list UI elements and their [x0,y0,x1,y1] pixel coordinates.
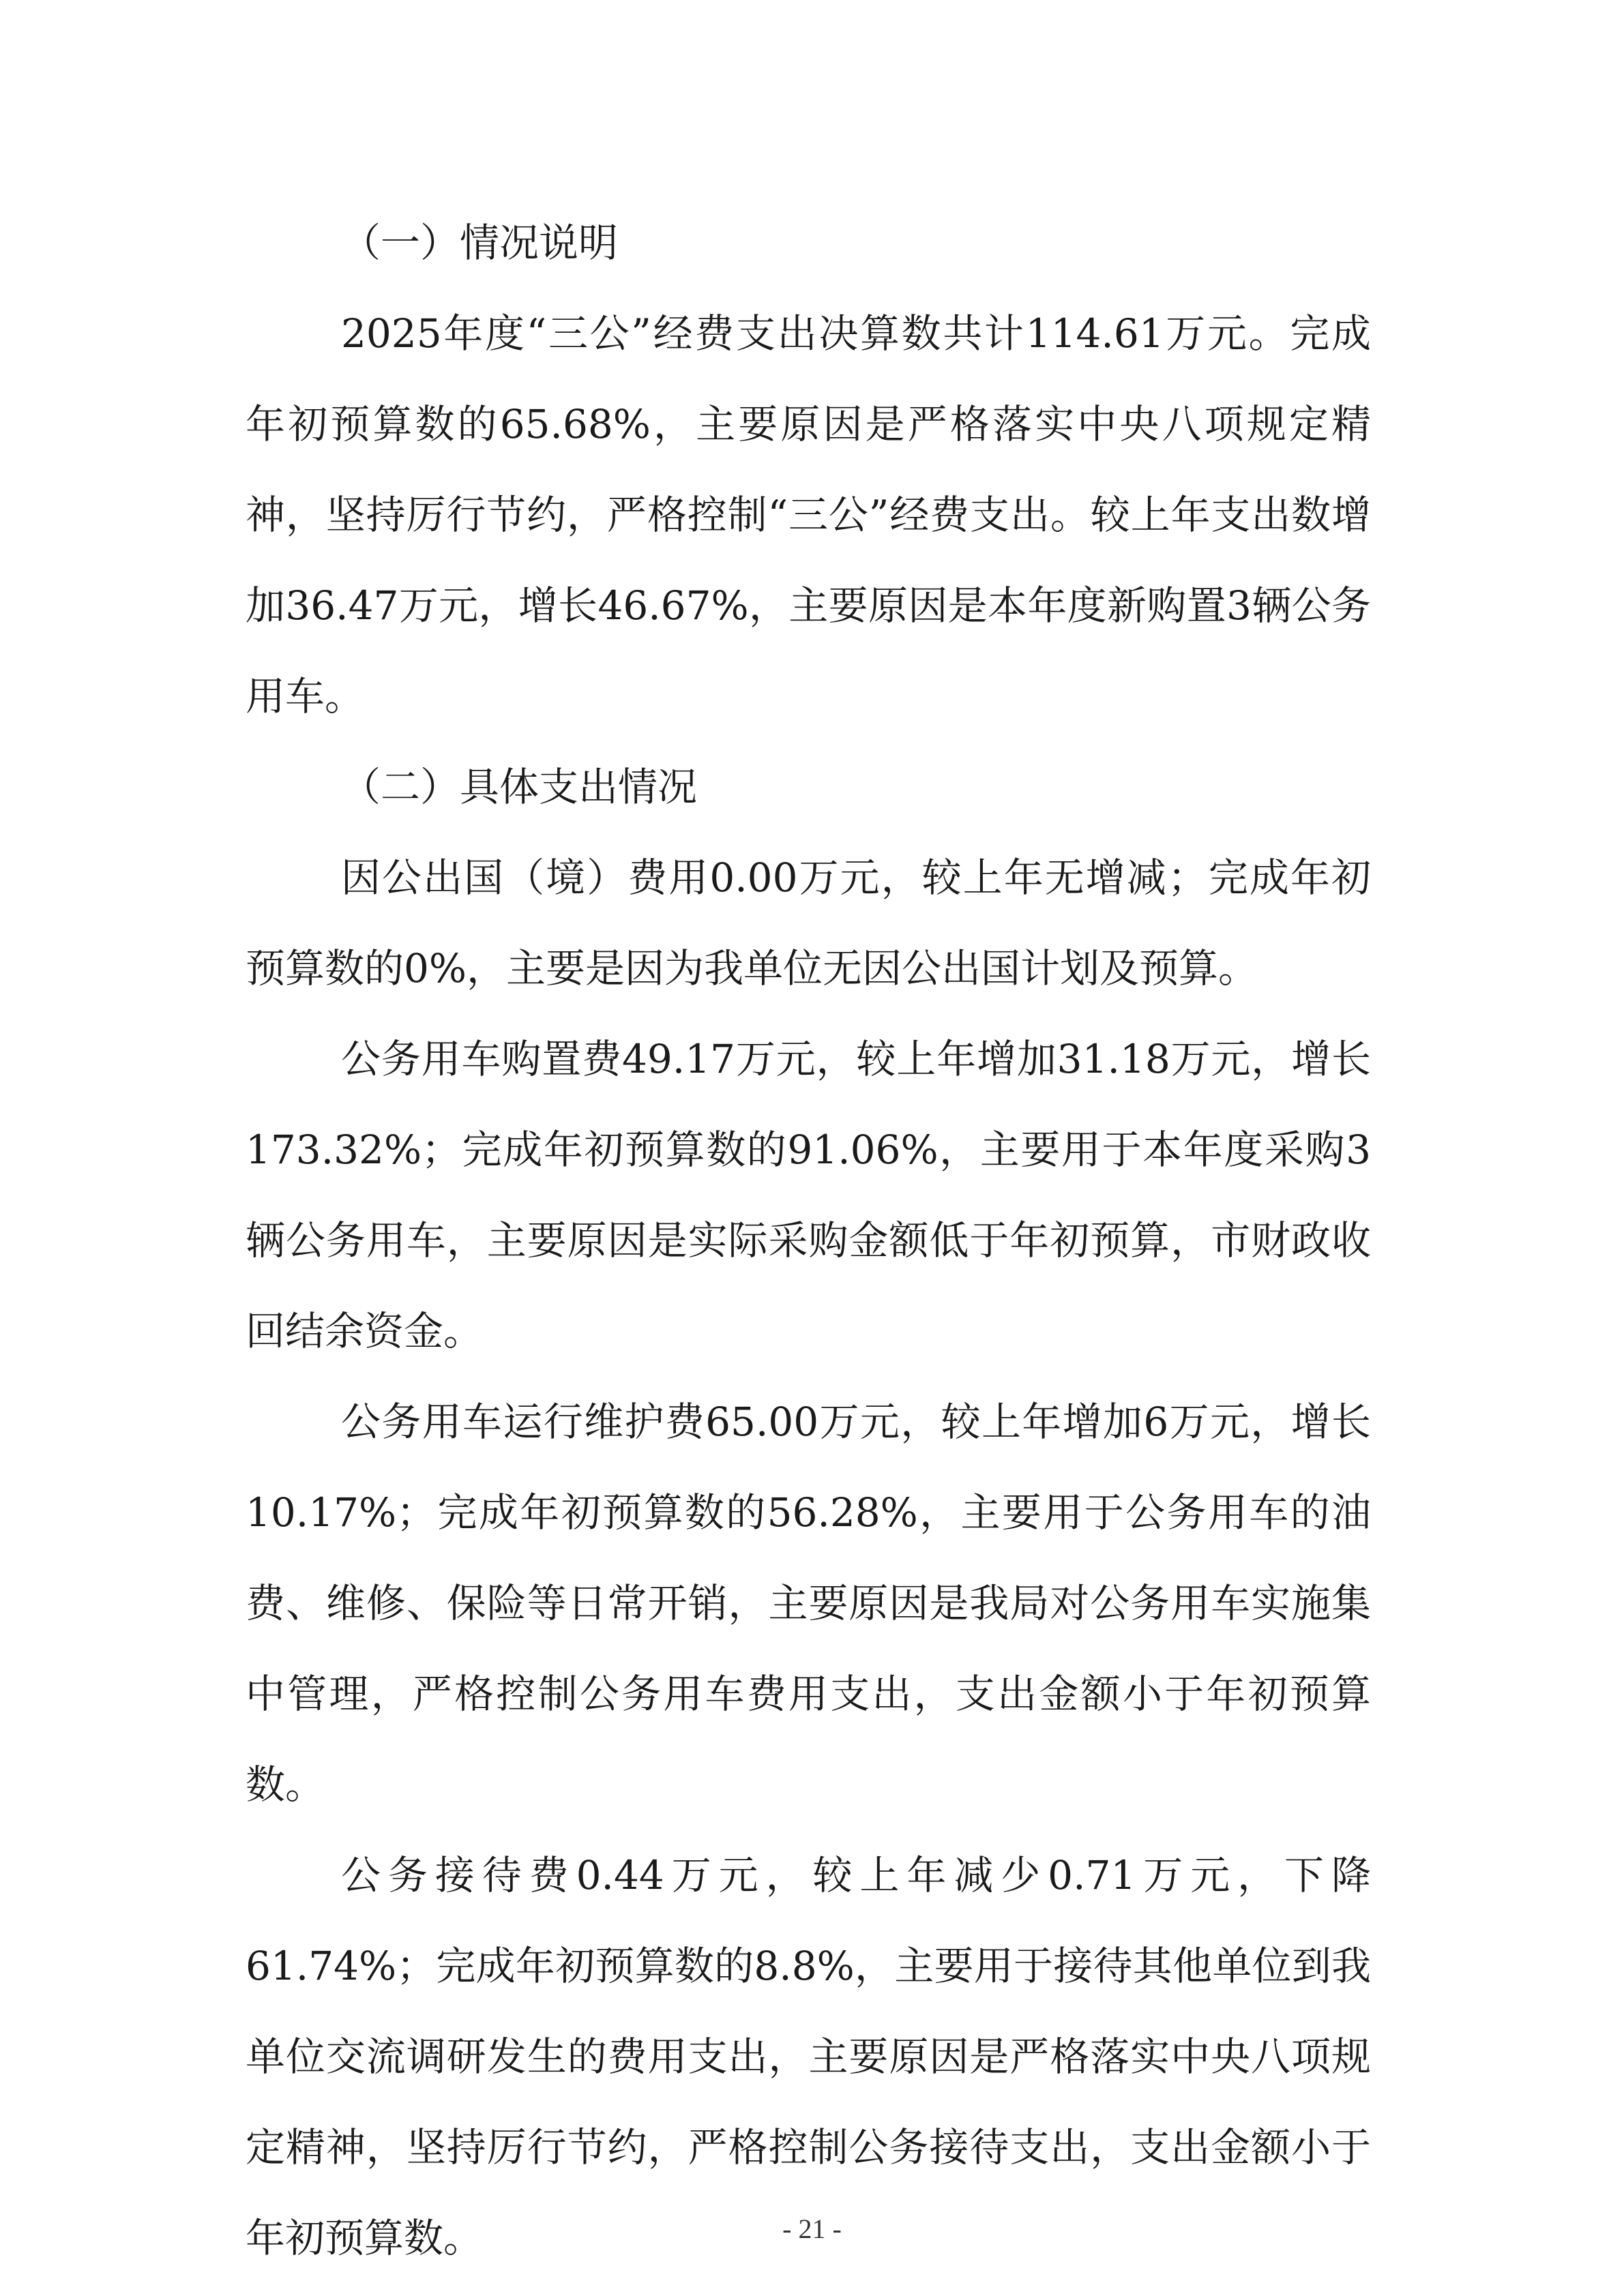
paragraph-vehicle-maintenance: 公务用车运行维护费65.00万元，较上年增加6万元，增长10.17%；完成年初预算数的56.28%，主要用于公务用车的油费、维修、保险等日常开销，主要原因是我局对公务用车实施集中管理，严格控制公务用车费用支出，支出金额小于年初预算数。 [246,1399,1371,1808]
paragraph-vehicle-purchase: 公务用车购置费49.17万元，较上年增加31.18万元，增长173.32%；完成年初预算数的91.06%，主要用于本年度采购3辆公务用车，主要原因是实际采购金额低于年初预算，市财政收回结余资金。 [246,1036,1371,1354]
paragraph-reception: 公务接待费0.44万元，较上年减少0.71万元，下降61.74%；完成年初预算数的8.8%，主要用于接待其他单位到我单位交流调研发生的费用支出，主要原因是严格落实中央八项规定精神，坚持厉行节约，严格控制公务接待支出，支出金额小于年初预算数。 [246,1852,1371,2261]
section-heading-situation: （一）情况说明 [341,220,619,266]
section-heading-details: （二）具体支出情况 [341,764,698,810]
document-body [246,198,1371,2284]
paragraph-overseas-travel: 因公出国（境）费用0.00万元，较上年无增减；完成年初预算数的0%，主要是因为我单位无因公出国计划及预算。 [246,854,1371,992]
paragraph-total-expenditure: 2025年度“三公”经费支出决算数共计114.61万元。完成年初预算数的65.68%，主要原因是严格落实中央八项规定精神，坚持厉行节约，严格控制“三公”经费支出。较上年支出数增加36.47万元，增长46.67%，主要原因是本年度新购置3辆公务用车。 [246,310,1371,719]
page-number: - 21 - [782,2213,842,2244]
